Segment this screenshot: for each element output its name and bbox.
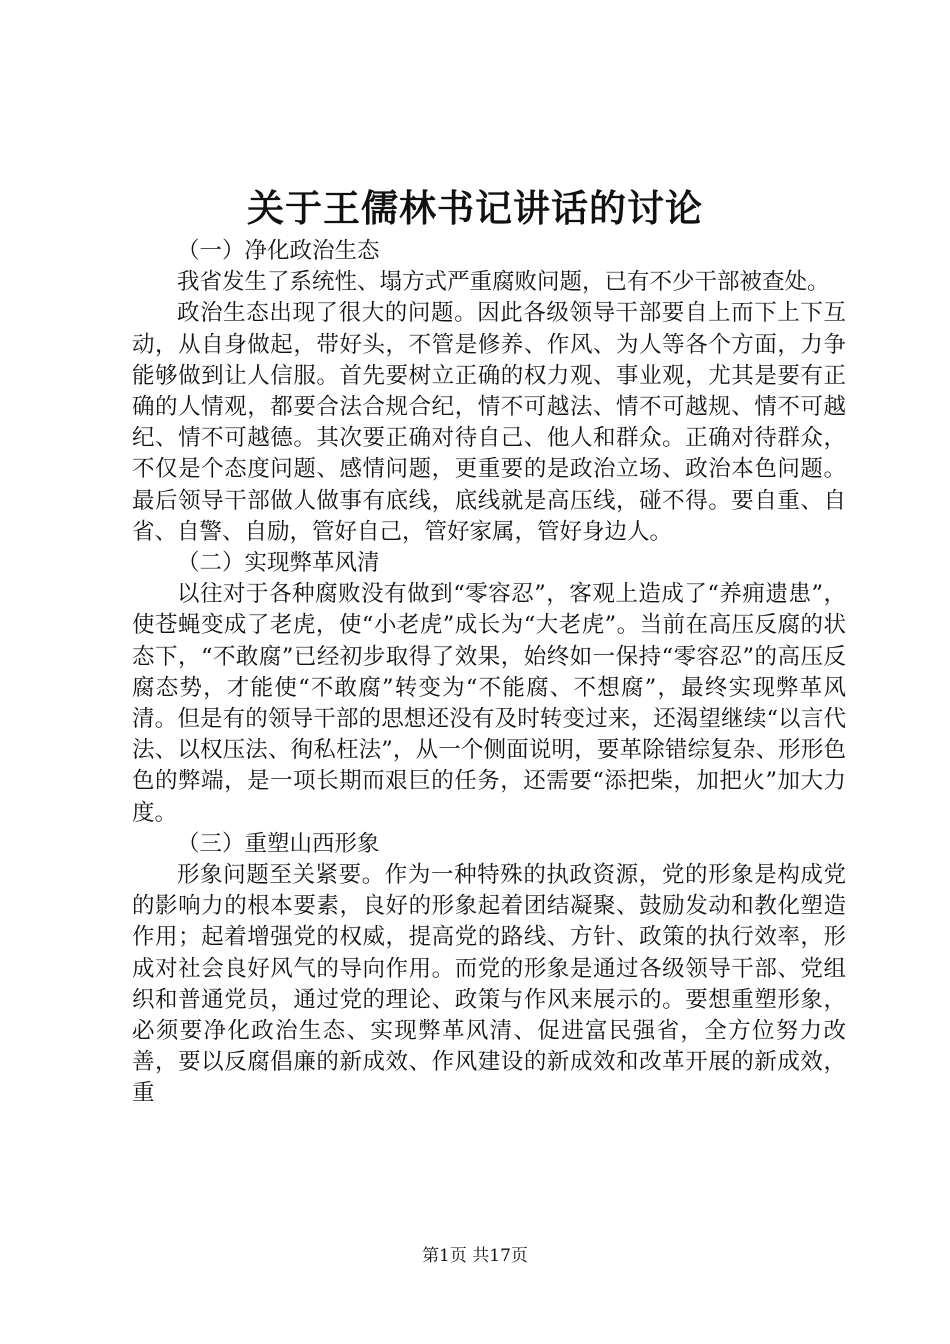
section-1-paragraph-1: 我省发生了系统性、塌方式严重腐败问题，已有不少干部被查处。 [177, 269, 830, 296]
section-3-paragraph-1: 形象问题至关紧要。作为一种特殊的执政资源，党的形象是构成党的影响力的根本要素，良好的形象起着团结凝聚、鼓励发动和教化塑造作用；起着增强党的权威，提高党的路线、方针、政策的执行效率，形成对社会良好风气的导向作用。而党的形象是通过各级领导干部、党组织和普通党员，通过党的理论、政策与作风来展示的。要想重塑形象，必须要净化政治生态、实现弊革风清、促进富民强省，全方位努力改善，要以反腐倡廉的新成效、作风建设的新成效和改革开展的新成效，重 [132, 862, 846, 1107]
document-title: 关于王儒林书记讲话的讨论 [247, 186, 703, 230]
section-heading-3: （三）重塑山西形象 [177, 830, 380, 857]
section-1-paragraph-2: 政治生态出现了很大的问题。因此各级领导干部要自上而下上下互动，从自身做起，带好头，不管是修养、作风、为人等各个方面，力争能够做到让人信服。首先要树立正确的权力观、事业观，尤其是要有正确的人情观，都要合法合规合纪，情不可越法、情不可越规、情不可越纪、情不可越德。其次要正确对待自己、他人和群众。正确对待群众，不仅是个态度问题、感情问题，更重要的是政治立场、政治本色问题。最后领导干部做人做事有底线，底线就是高压线，碰不得。要自重、自省、自警、自励，管好自己，管好家属，管好身边人。 [132, 300, 846, 545]
section-2-paragraph-1: 以往对于各种腐败没有做到“零容忍”，客观上造成了“养痈遗患”，使苍蝇变成了老虎，使“小老虎”成长为“大老虎”。当前在高压反腐的状态下，“不敢腐”已经初步取得了效果，始终如一保持“零容忍”的高压反腐态势，才能使“不敢腐”转变为“不能腐、不想腐”，最终实现弊革风清。但是有的领导干部的思想还没有及时转变过来，还渴望继续“以言代法、以权压法、徇私枉法”，从一个侧面说明，要革除错综复杂、形形色色的弊端，是一项长期而艰巨的任务，还需要“添把柴，加把火”加大力度。 [132, 581, 846, 826]
page-number-footer: 第1页 共17页 [422, 1246, 528, 1266]
section-heading-2: （二）实现弊革风清 [177, 550, 380, 577]
section-heading-1: （一）净化政治生态 [177, 238, 380, 264]
document-body [132, 236, 846, 1110]
